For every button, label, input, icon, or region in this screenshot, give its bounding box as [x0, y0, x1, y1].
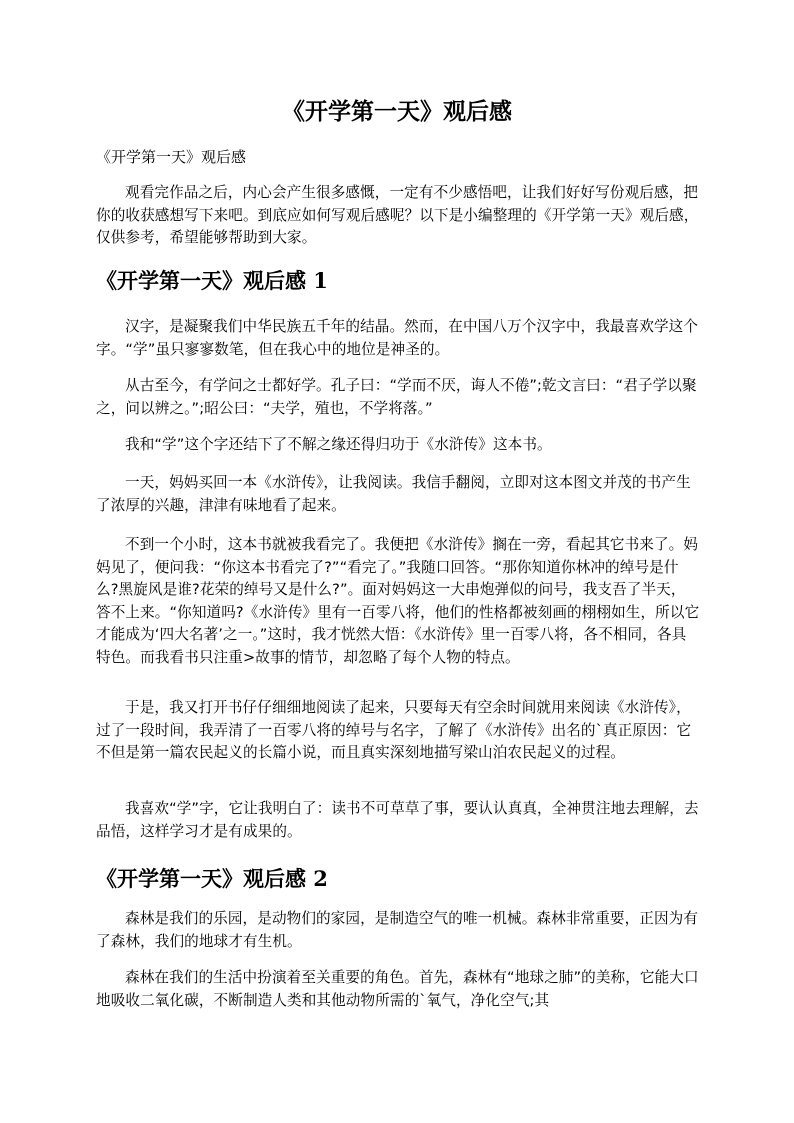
section-1-paragraph: 不到一个小时，这本书就被我看完了。我便把《水浒传》搁在一旁，看起其它书来了。妈妈见了，便问我：“你这本书看完了?”“看完了。”我随口回答。“那你知道你林冲的绰号是什么?黑旋风是谁?花荣的绰号又是什么?”。面对妈妈这一大串炮弹似的问号，我支吾了半天，答不上来。“你知道吗?《水浒传》里有一百零八将，他们的性格都被刻画的栩栩如生，所以它才能成为‘四大名著’之一。”这时，我才恍然大悟：《水浒传》里一百零八将，各不相同，各具特色。而我看书只注重>故事的情节，却忽略了每个人物的特点。 [96, 536, 700, 666]
section-2-paragraph: 森林在我们的生活中扮演着至关重要的角色。首先，森林有“地球之肺”的美称，它能大口地吸收二氧化碳，不断制造人类和其他动物所需的`氧气，净化空气;其 [96, 969, 699, 1009]
section-1-heading: 《开学第一天》观后感 1 [96, 268, 328, 293]
section-1-paragraph: 我喜欢“学”字，它让我明白了：读书不可草草了事，要认认真真，全神贯注地去理解，去品悟，这样学习才是有成果的。 [96, 800, 699, 840]
section-1-paragraph: 从古至今，有学问之士都好学。孔子曰：“学而不厌，诲人不倦”;乾文言曰：“君子学以聚之，问以辨之。”;昭公曰：“夫学，殖也，不学将落。” [96, 377, 697, 417]
section-2-heading: 《开学第一天》观后感 2 [96, 866, 328, 891]
intro-paragraph: 观看完作品之后，内心会产生很多感慨，一定有不少感悟吧，让我们好好写份观后感，把你的收获感想写下来吧。到底应如何写观后感呢？以下是小编整理的《开学第一天》观后感，仅供参考，希望能够帮助到大家。 [96, 184, 699, 246]
section-1-paragraph: 汉字，是凝聚我们中华民族五千年的结晶。然而，在中国八万个汉字中，我最喜欢学这个字。“学”虽只寥寥数笔，但在我心中的地位是神圣的。 [96, 318, 699, 358]
document-title: 《开学第一天》观后感 [282, 98, 512, 125]
section-2-paragraph: 森林是我们的乐园，是动物们的家园，是制造空气的唯一机械。森林非常重要，正因为有了森林，我们的地球才有生机。 [96, 910, 699, 950]
document-subtitle: 《开学第一天》观后感 [96, 148, 247, 166]
section-1-paragraph: 一天，妈妈买回一本《水浒传》，让我阅读。我信手翻阅，立即对这本图文并茂的书产生了浓厚的兴趣，津津有味地看了起来。 [96, 474, 691, 514]
section-1-paragraph: 我和“学”这个字还结下了不解之缘还得归功于《水浒传》这本书。 [125, 436, 552, 453]
section-1-paragraph: 于是，我又打开书仔仔细细地阅读了起来，只要每天有空余时间就用来阅读《水浒传》，过了一段时间，我弄清了一百零八将的绰号与名字，了解了《水浒传》出名的`真正原因：它不但是第一篇农民起义的长篇小说，而且真实深刻地描写梁山泊农民起义的过程。 [96, 699, 692, 761]
